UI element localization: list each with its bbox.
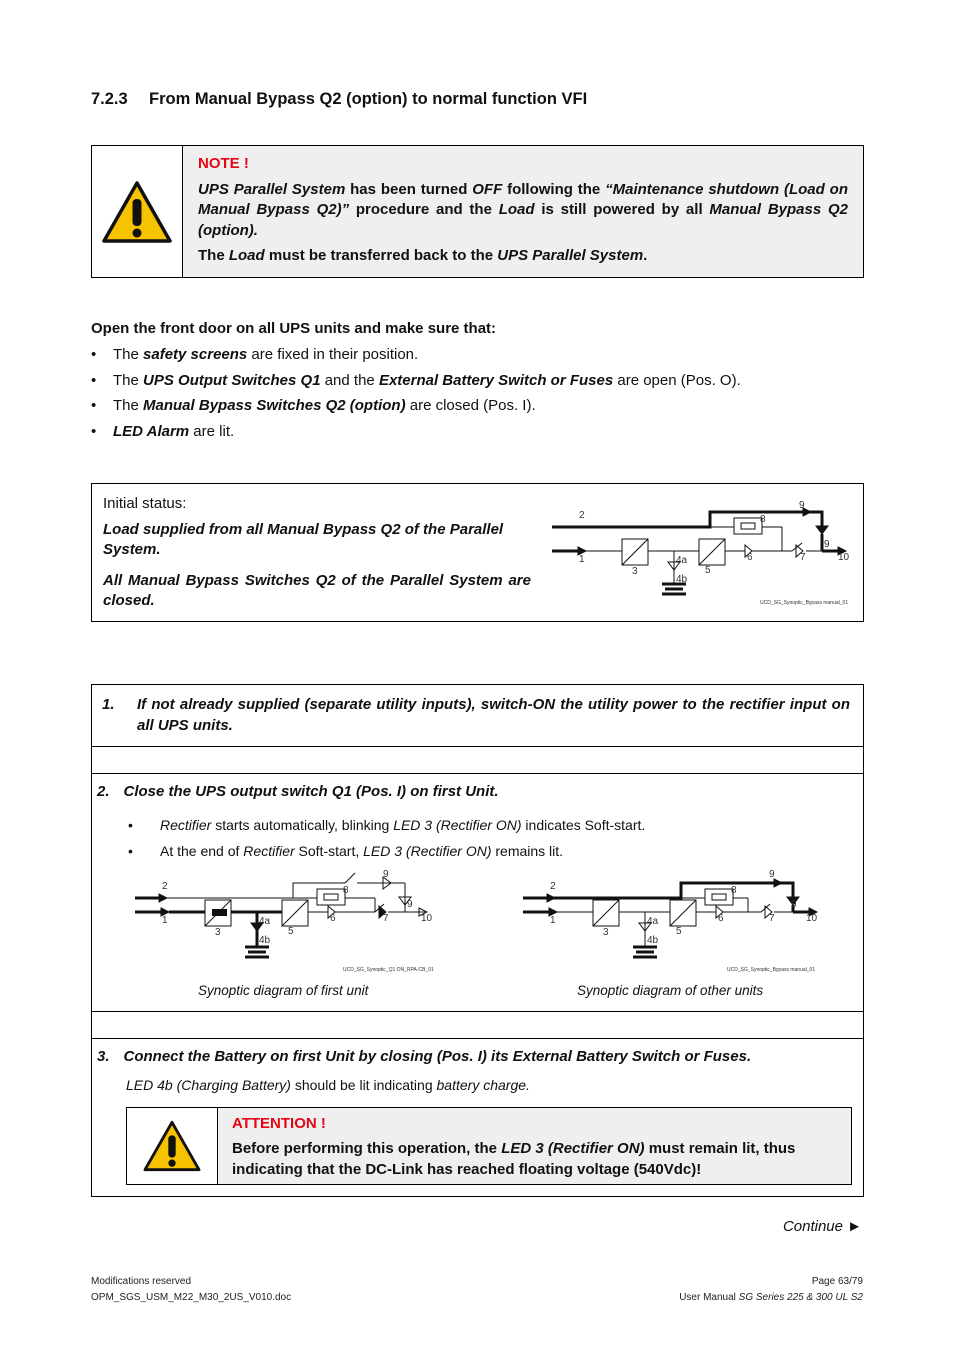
section-number: 7.2.3 (91, 90, 128, 108)
diagram-label: 10 (838, 552, 850, 563)
divider (92, 1038, 863, 1039)
note-text-run: procedure and the (349, 201, 499, 218)
synoptic-diagram-first-unit (135, 867, 440, 977)
step-2-bullets (128, 812, 645, 864)
list-item: • At the end of Rectifier Soft-start, LED 3 (Rectifier ON) remains lit. (128, 838, 645, 864)
list-item: • LED Alarm are lit. (91, 419, 741, 445)
diagram-label: 9 (791, 899, 797, 910)
attention-message: Before performing this operation, the LED 3 (Rectifier ON) must remain lit, thus indicating that the DC-Link has reached floating voltage (540Vdc)! (232, 1140, 796, 1178)
diagram-label: 9 (769, 869, 775, 880)
attention-label: ATTENTION ! (232, 1115, 326, 1132)
procedure-steps (91, 684, 864, 1197)
warning-icon (101, 179, 173, 245)
list-item: • The safety screens are fixed in their position. (91, 342, 741, 368)
diagram-label: 6 (747, 552, 753, 563)
attention-text (218, 1108, 851, 1184)
caption-first-unit: Synoptic diagram of first unit (198, 983, 369, 998)
diagram-tag: UCD_SG_Synoptic_Bypass manual_01 (760, 600, 849, 606)
diagram-label: 3 (215, 927, 221, 938)
diagram-label: 2 (162, 881, 168, 892)
section-heading (91, 90, 587, 109)
note-term: Load (228, 247, 265, 264)
step-2 (97, 782, 499, 803)
note-paragraph-2 (198, 246, 848, 267)
intro-text: Open the front door on all UPS units and make sure that: (91, 320, 497, 337)
diagram-label: 4b (647, 935, 659, 946)
diagram-label: 9 (799, 500, 805, 511)
diagram-label: 4a (259, 916, 271, 927)
diagram-label: 4b (259, 935, 271, 946)
note-text-run: is still powered by all (534, 201, 710, 218)
diagram-label: 2 (550, 881, 556, 892)
continue-indicator: Continue ► (782, 1218, 862, 1235)
note-text-run: following the (502, 180, 606, 198)
note-text-run: The (198, 247, 229, 264)
note-term: Load (498, 201, 535, 218)
note-text-run: . (643, 247, 648, 264)
status-text (103, 494, 531, 612)
step-number: 3. (97, 1048, 110, 1065)
diagram-label: 1 (550, 915, 556, 926)
diagram-label: 9 (407, 899, 413, 910)
diagram-label: 4a (676, 555, 688, 566)
step-number: 2. (97, 783, 110, 800)
step-3 (97, 1047, 751, 1068)
section-title: From Manual Bypass Q2 (option) to normal function VFI (149, 90, 588, 108)
diagram-label: 7 (800, 552, 806, 563)
initial-status-box (91, 483, 864, 622)
diagram-label: 8 (343, 885, 349, 896)
diagram-label: 8 (731, 885, 737, 896)
status-line-1: Load supplied from all Manual Bypass Q2 of the Parallel System. (103, 520, 504, 558)
diagram-label: 4a (647, 916, 659, 927)
note-icon-cell (92, 146, 183, 277)
note-term: “Maintenance shutdown (Load on Manual Bypass Q2)” (198, 180, 848, 218)
diagram-label: 10 (806, 913, 818, 924)
diagram-label: 10 (421, 913, 433, 924)
diagram-label: 1 (579, 554, 585, 565)
diagram-label: 6 (330, 913, 336, 924)
diagram-label: 3 (603, 927, 609, 938)
diagram-label: 1 (162, 915, 168, 926)
note-text (183, 146, 863, 277)
attention-box (126, 1107, 852, 1185)
status-line-2: All Manual Bypass Switches Q2 of the Parallel System are closed. (103, 571, 531, 609)
footer-manual-title: User Manual SG Series 225 & 300 UL S2 (679, 1292, 863, 1303)
warning-icon (142, 1119, 202, 1173)
step-1 (102, 695, 850, 736)
note-term: UPS Parallel System (497, 247, 644, 264)
note-term: UPS Parallel System (198, 180, 346, 198)
requirements-list (91, 342, 741, 444)
note-box (91, 145, 864, 278)
step-text: Connect the Battery on first Unit by closing (Pos. I) its External Battery Switch or Fuses. (123, 1048, 752, 1065)
step-number: 1. (102, 696, 115, 713)
note-text-run: must be transferred back to the (264, 247, 498, 264)
diagram-label: 3 (632, 566, 638, 577)
diagram-label: 5 (288, 926, 294, 937)
note-label: NOTE ! (198, 155, 249, 172)
note-paragraph-1 (198, 180, 848, 242)
step-text: If not already supplied (separate utility inputs), switch-ON the utility power to the rectifier input on all UPS units. (137, 696, 850, 734)
diagram-label: 5 (676, 926, 682, 937)
diagram-label: 5 (705, 565, 711, 576)
divider (92, 773, 863, 774)
synoptic-diagram-bypass (552, 496, 857, 608)
diagram-label: 9 (824, 539, 830, 550)
list-item: • The UPS Output Switches Q1 and the External Battery Switch or Fuses are open (Pos. O). (91, 368, 741, 394)
diagram-label: 6 (718, 913, 724, 924)
caption-other-units: Synoptic diagram of other units (577, 983, 764, 998)
diagram-tag: UCD_SG_Synoptic_Bypass manual_01 (727, 967, 816, 973)
diagram-label: 2 (579, 510, 585, 521)
note-term: OFF (472, 180, 503, 198)
footer-page-number: Page 63/79 (811, 1276, 863, 1287)
diagram-label: 4b (676, 574, 688, 585)
footer-filename: OPM_SGS_USM_M22_M30_2US_V010.doc (91, 1292, 292, 1303)
divider (92, 1011, 863, 1012)
divider (92, 746, 863, 747)
diagram-label: 8 (760, 514, 766, 525)
note-text-run: has been turned (345, 180, 473, 198)
synoptic-diagram-other-units (523, 867, 828, 977)
status-label: Initial status: (103, 495, 187, 512)
footer-modifications: Modifications reserved (91, 1276, 192, 1287)
attention-icon-cell (127, 1108, 218, 1184)
step-text: Close the UPS output switch Q1 (Pos. I) on first Unit. (123, 783, 499, 800)
diagram-label: 7 (769, 913, 775, 924)
note-term: Manual Bypass Q2 (option). (198, 201, 848, 239)
diagram-label: 7 (383, 913, 389, 924)
list-item: • Rectifier starts automatically, blinking LED 3 (Rectifier ON) indicates Soft-start. (128, 812, 645, 838)
step-3-note: LED 4b (Charging Battery) should be lit indicating battery charge. (126, 1077, 530, 1093)
diagram-tag: UCD_SG_Synoptic_Q1 ON_RPA-CB_01 (343, 967, 434, 973)
diagram-label: 9 (383, 869, 389, 880)
list-item: • The Manual Bypass Switches Q2 (option) are closed (Pos. I). (91, 393, 741, 419)
